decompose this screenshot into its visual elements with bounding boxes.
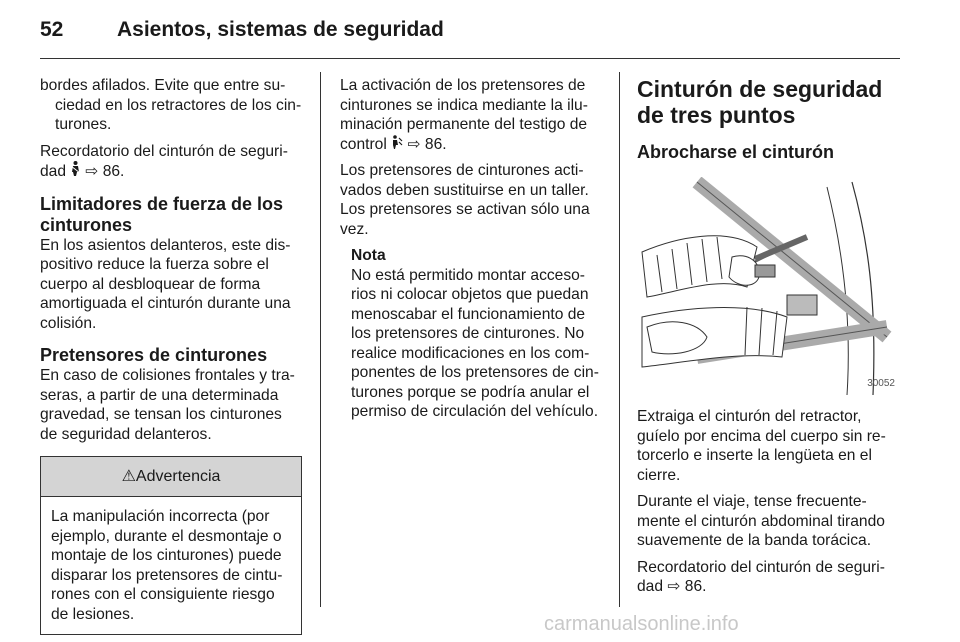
pretensioner-warning-icon [391, 136, 407, 153]
reminder-page-ref-2: 86. [684, 578, 707, 595]
activation-page-ref: 86. [424, 135, 447, 153]
seatbelt-illustration [637, 177, 899, 395]
header-rule [40, 58, 900, 59]
note-text: No está permitido montar acceso-rios ni colocar objetos que puedan menoscabar el funcionamiento de los pretensores de cinturones. No realice modificaciones en los com-ponentes de los pretensores de cin-turones porque se podría anular el permiso de circulación del vehículo. [351, 266, 599, 420]
three-point-belt-heading: Cinturón de seguridad de tres puntos [637, 76, 883, 128]
replace-paragraph: Los pretensores de cinturones acti-vados deben sustituirse en un taller. Los pretensores se activan sólo una vez. [340, 162, 590, 238]
seatbelt-reminder-paragraph-2 [637, 558, 899, 597]
activation-text: La activación de los pretensores de cinturones se indica mediante la ilu-minación permanente del testigo de control [340, 77, 588, 153]
page-title: Asientos, sistemas de seguridad [117, 18, 444, 41]
reminder-page-ref: 86. [102, 163, 125, 180]
column-1 [40, 76, 302, 635]
warning-title: Advertencia [135, 468, 221, 485]
limiters-heading: Limitadores de fuerza de los cinturones [40, 193, 284, 235]
limiters-paragraph: En los asientos delanteros, este dis-positivo reduce la fuerza sobre el cuerpo al desbloquear de forma amortiguada el cinturón durante una colisión. [40, 236, 291, 332]
column-3 [637, 76, 899, 604]
page-header [40, 18, 444, 42]
warning-body: La manipulación incorrecta (por ejemplo, durante el desmontaje o montaje de los cinturones) puede disparar los pretensores de cintu-rones con el consiguiente riesgo de lesiones. [51, 508, 283, 623]
instruction-paragraph-2: Durante el viaje, tense frecuente-mente el cinturón abdominal tirando suavemente de la banda torácica. [637, 493, 885, 549]
pretensioners-paragraph: En caso de colisiones frontales y tra-seras, a partir de una determinada gravedad, se tensan los cinturones de seguridad delanteros. [40, 367, 295, 443]
continued-paragraph: bordes afilados. Evite que entre su-ciedad en los retractores de los cin-turones. [40, 77, 302, 133]
seatbelt-icon [70, 163, 85, 179]
seatbelt-reminder-paragraph [40, 142, 302, 182]
watermark: carmanualsonline.info [544, 613, 739, 635]
page-ref-icon: ⇨ [85, 163, 99, 180]
pretensioners-heading: Pretensores de cinturones [40, 345, 268, 365]
page-ref-icon: ⇨ [667, 578, 681, 595]
activation-paragraph [340, 76, 602, 154]
page-number: 52 [40, 18, 64, 41]
page-ref-icon: ⇨ [407, 135, 421, 153]
seatbelt-reminder-text: Recordatorio del cinturón de seguri-dad [40, 142, 288, 180]
warning-triangle-icon: ⚠ [121, 468, 136, 485]
warning-header [41, 457, 301, 497]
column-divider-2 [619, 72, 620, 607]
note-title: Nota [351, 247, 386, 264]
figure-number: 30052 [867, 377, 895, 389]
instruction-paragraph-1: Extraiga el cinturón del retractor, guíelo por encima del cuerpo sin re-torcerlo e inserte la lengüeta en el cierre. [637, 408, 886, 484]
column-divider-1 [320, 72, 321, 607]
warning-box [40, 456, 302, 635]
note-block [340, 246, 602, 422]
column-2 [340, 76, 602, 422]
fasten-belt-subheading: Abrocharse el cinturón [637, 142, 835, 162]
seatbelt-reminder-text-2: Recordatorio del cinturón de seguri-dad [637, 558, 885, 595]
